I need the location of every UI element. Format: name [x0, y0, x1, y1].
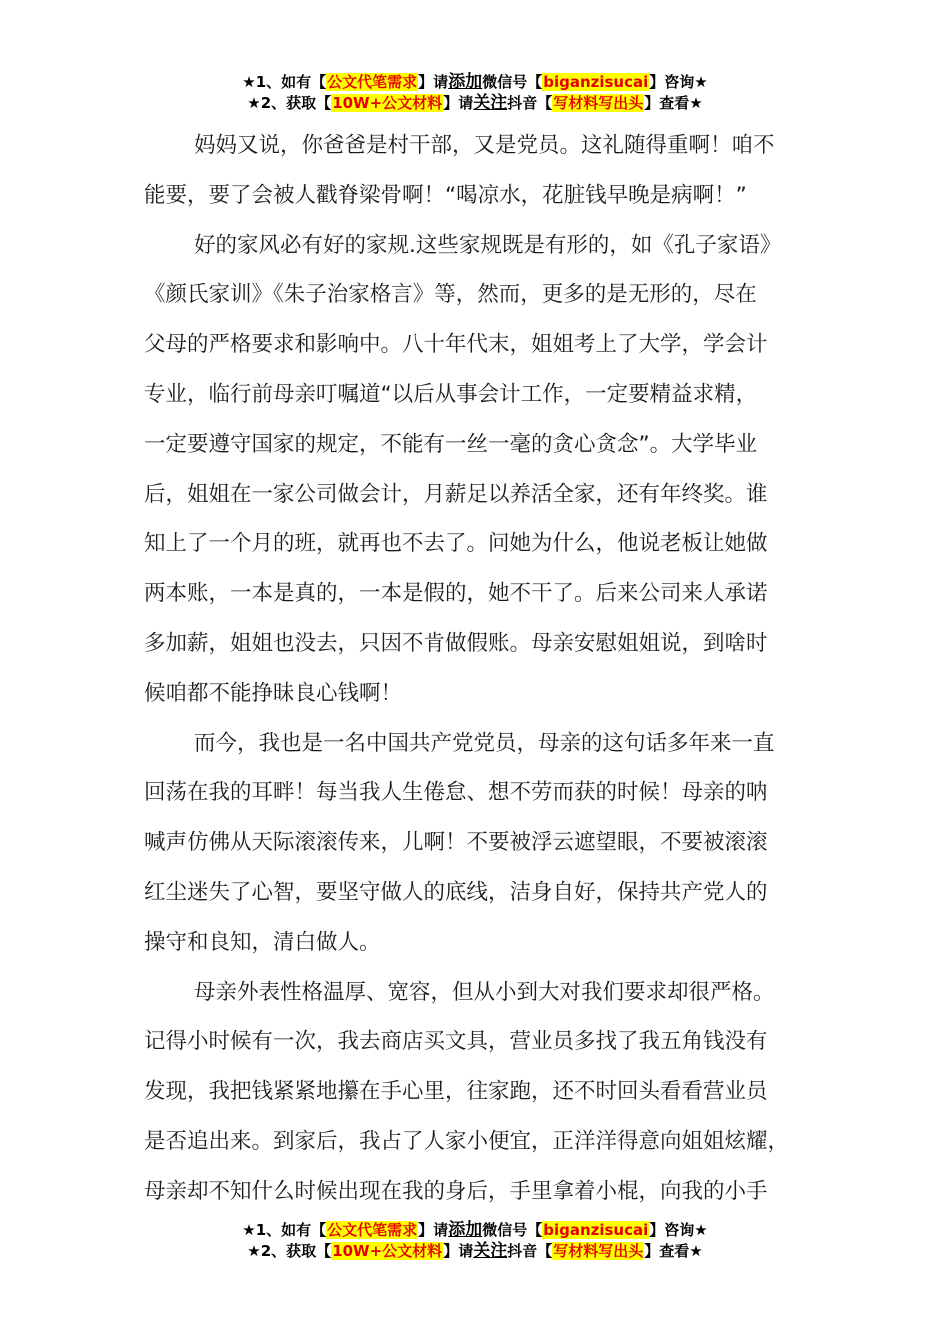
banner-highlight: 10W+公文材料 [332, 94, 443, 112]
text-line: 母亲却不知什么时候出现在我的身后，手里拿着小棍，向我的小手 [144, 1178, 768, 1204]
text-line: 能要，要了会被人戳脊梁骨啊！“喝凉水，花脏钱早晚是病啊！” [144, 182, 747, 208]
text-line: 多加薪，姐姐也没去，只因不肯做假账。母亲安慰姐姐说，到啥时 [144, 630, 768, 656]
banner-underline: 添加 [448, 1220, 483, 1240]
banner-text: 抖音【 [507, 94, 553, 112]
banner-highlight-wechat: biganzisucai [543, 1221, 649, 1239]
header-banner [0, 72, 950, 114]
text-line: 好的家风必有好的家规.这些家规既是有形的，如《孔子家语》 [194, 232, 782, 258]
banner-text: 】查看★ [644, 94, 703, 112]
text-line: 后，姐姐在一家公司做会计，月薪足以养活全家，还有年终奖。谁 [144, 481, 768, 507]
banner-text: 】查看★ [644, 1242, 703, 1260]
banner-text: ★1、如有【 [242, 73, 327, 91]
banner-highlight-douyin: 写材料写出头 [553, 1242, 644, 1260]
text-line: 两本账，一本是真的，一本是假的，她不干了。后来公司来人承诺 [144, 581, 768, 607]
text-line: 候咱都不能挣昧良心钱啊！ [144, 680, 403, 706]
banner-underline: 关注 [473, 1241, 508, 1261]
text-line: 父母的严格要求和影响中。八十年代末，姐姐考上了大学，学会计 [144, 332, 768, 358]
text-line: 红尘迷失了心智，要坚守做人的底线，洁身自好，保持共产党人的 [144, 879, 768, 905]
text-line: 知上了一个月的班，就再也不去了。问她为什么，他说老板让她做 [144, 531, 768, 557]
banner-line-2 [0, 93, 950, 114]
document-body [144, 121, 812, 1217]
banner-highlight: 10W+公文材料 [332, 1242, 443, 1260]
banner-line-1 [0, 1220, 950, 1241]
banner-text: ★2、获取【 [247, 1242, 332, 1260]
banner-text: 微信号【 [482, 1221, 543, 1239]
banner-text: 】请 [443, 94, 474, 112]
banner-highlight-wechat: biganzisucai [543, 73, 649, 91]
banner-text: 】请 [443, 1242, 474, 1260]
text-line: 回荡在我的耳畔！每当我人生倦怠、想不劳而获的时候！母亲的呐 [144, 780, 768, 806]
text-line: 《颜氏家训》《朱子治家格言》等，然而，更多的是无形的，尽在 [144, 282, 757, 308]
banner-text: 】咨询★ [649, 73, 708, 91]
text-line: 是否追出来。到家后，我占了人家小便宜，正洋洋得意向姐姐炫耀， [144, 1128, 790, 1154]
banner-highlight: 公文代笔需求 [327, 1221, 418, 1239]
text-line: 喊声仿佛从天际滚滚传来，儿啊！不要被浮云遮望眼，不要被滚滚 [144, 830, 768, 856]
text-line: 母亲外表性格温厚、宽容，但从小到大对我们要求却很严格。 [194, 979, 775, 1005]
text-line: 妈妈又说，你爸爸是村干部，又是党员。这礼随得重啊！咱不 [194, 133, 775, 158]
footer-banner [0, 1220, 950, 1262]
banner-underline: 添加 [448, 72, 483, 92]
banner-text: ★1、如有【 [242, 1221, 327, 1239]
banner-line-1 [0, 72, 950, 93]
banner-text: ★2、获取【 [247, 94, 332, 112]
banner-highlight-douyin: 写材料写出头 [553, 94, 644, 112]
banner-text: 】请 [418, 73, 449, 91]
text-line: 记得小时候有一次，我去商店买文具，营业员多找了我五角钱没有 [144, 1029, 768, 1055]
banner-text: 微信号【 [482, 73, 543, 91]
text-line: 发现，我把钱紧紧地攥在手心里，往家跑，还不时回头看看营业员 [144, 1079, 768, 1105]
text-line: 专业，临行前母亲叮嘱道“以后从事会计工作，一定要精益求精， [144, 381, 758, 407]
banner-text: 抖音【 [507, 1242, 553, 1260]
banner-underline: 关注 [473, 93, 508, 113]
banner-line-2 [0, 1241, 950, 1262]
text-line: 而今，我也是一名中国共产党党员，母亲的这句话多年来一直 [194, 730, 775, 756]
banner-text: 】请 [418, 1221, 449, 1239]
banner-highlight: 公文代笔需求 [327, 73, 418, 91]
text-line: 操守和良知，清白做人。 [144, 929, 381, 955]
text-line: 一定要遵守国家的规定，不能有一丝一毫的贪心贪念”。大学毕业 [144, 431, 758, 457]
banner-text: 】咨询★ [649, 1221, 708, 1239]
